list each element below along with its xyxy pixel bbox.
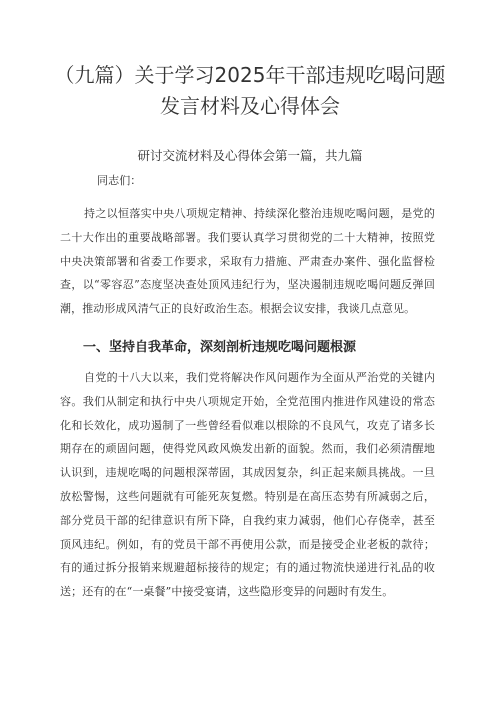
document-title: （九篇）关于学习2025年干部违规吃喝问题发言材料及心得体会 <box>54 63 446 118</box>
document-subtitle: 研讨交流材料及心得体会第一篇，共九篇 <box>137 148 363 163</box>
section-heading-1: 一、坚持自我革命，深刻剖析违规吃喝问题根源 <box>83 340 357 355</box>
greeting: 同志们： <box>97 174 142 187</box>
paragraph-intro: 持之以恒落实中央八项规定精神、持续深化整治违规吃喝问题，是党的二十大作出的重要战略部署。我们要认真学习贯彻党的二十大精神，按照党中央决策部署和省委工作要求，采取有力措施、严肃查办案件、强化监督检查，以“零容忍”态度坚决查处顶风违纪行为，坚决遏制违规吃喝问题反弹回潮，推动形成风清气正的良好政治生态。根据会议安排，我谈几点意见。 <box>60 207 435 316</box>
paragraph-section-1: 自党的十八大以来，我们党将解决作风问题作为全面从严治党的关键内容。我们从制定和执行中央八项规定开始，全党范围内推进作风建设的常态化和长效化，成功遏制了一些曾经看似难以根除的不良风气，攻克了诸多长期存在的顽固问题，使得党风政风焕发出新的面貌。然而，我们必须清醒地认识到，违规吃喝的问题根深蒂固，其成因复杂，纠正起来颇具挑战。一旦放松警惕，这些问题就有可能死灰复燃。特别是在高压态势有所减弱之后，部分党员干部的纪律意识有所下降，自我约束力减弱，他们心存侥幸，甚至顶风违纪。例如，有的党员干部不再使用公款，而是接受企业老板的款待；有的通过拆分报销来规避超标接待的规定；有的通过物流快递进行礼品的收送；还有的在“一桌餐”中接受宴请，这些隐形变异的问题时有发生。 <box>60 371 435 599</box>
